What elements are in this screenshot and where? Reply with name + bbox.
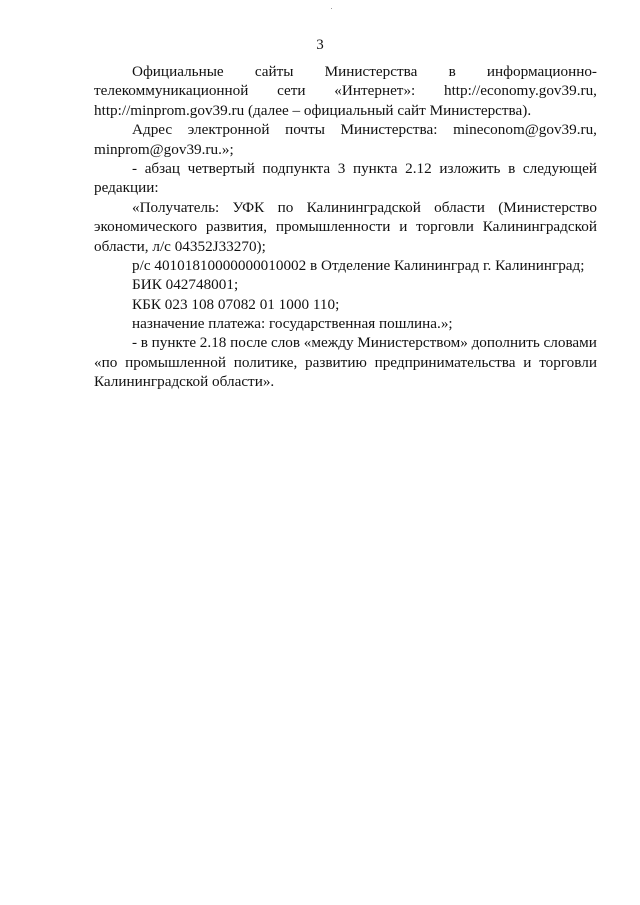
word: сайты	[254, 63, 294, 80]
paragraph	[94, 314, 597, 333]
page-number: 3	[316, 37, 324, 53]
word: изложить	[439, 159, 501, 177]
word: почты	[285, 121, 325, 139]
word: торговли	[416, 218, 474, 236]
word: Министерством»	[357, 334, 468, 352]
word: и	[523, 353, 532, 371]
text-line-last: Калининградской области».	[94, 373, 275, 391]
word: в	[508, 159, 516, 177]
text-line-last: БИК 042748001;	[132, 276, 239, 294]
text-line	[94, 333, 597, 352]
text-line	[94, 81, 597, 100]
text-line	[94, 62, 597, 81]
word: (Министерство	[498, 198, 597, 216]
text-line-last: р/с 40101810000000010002 в Отделение Калининград г. Калининград;	[132, 256, 585, 274]
word: «по	[94, 353, 118, 371]
word: Калининградской	[482, 218, 597, 236]
word: -	[132, 334, 138, 352]
word: Официальные	[132, 63, 224, 80]
word: экономического	[94, 218, 198, 236]
word: и	[399, 218, 408, 236]
text-line-last: назначение платежа: государственная пошлина.»;	[132, 315, 453, 333]
word: телекоммуникационной	[94, 82, 249, 100]
word: подпункта	[262, 159, 331, 177]
text-line-last: области, л/с 04352J33270);	[94, 237, 266, 255]
word: Адрес	[132, 121, 173, 139]
word: Министерства:	[340, 121, 438, 139]
text-line-last: КБК 023 108 07082 01 1000 110;	[132, 295, 340, 313]
scan-speck	[331, 8, 332, 9]
word: http://economy.gov39.ru,	[443, 82, 597, 100]
word: в	[140, 334, 148, 352]
word: политике,	[233, 353, 298, 371]
word: электронной	[187, 121, 270, 139]
paragraph	[94, 159, 597, 198]
word: предпринимательства	[374, 353, 516, 371]
word: информационно-	[486, 63, 597, 80]
word: Министерства	[324, 63, 418, 80]
word: дополнить	[471, 334, 540, 352]
paragraph	[94, 275, 597, 294]
word: mineconom@gov39.ru,	[453, 121, 597, 139]
word: промышленности	[275, 218, 391, 236]
word: области	[434, 198, 485, 216]
word: после	[230, 334, 268, 352]
word: 2.12	[405, 159, 432, 177]
paragraph	[94, 295, 597, 314]
text-line-last: minprom@gov39.ru.»;	[94, 140, 234, 158]
word: абзац	[144, 159, 181, 177]
word: пункта	[352, 159, 398, 177]
text-line	[94, 217, 597, 236]
word: развитию	[305, 353, 367, 371]
text-line	[94, 198, 597, 217]
word: УФК	[232, 198, 265, 216]
word: «Получатель:	[132, 198, 220, 216]
word: сети	[277, 82, 306, 100]
word: промышленной	[125, 353, 226, 371]
word: торговли	[539, 353, 597, 371]
word: «Интернет»:	[334, 82, 416, 100]
word: 2.18	[199, 334, 227, 352]
word: в	[448, 63, 456, 80]
document-body	[94, 62, 597, 392]
word: пункте	[151, 334, 197, 352]
text-line-last: редакции:	[94, 179, 159, 197]
paragraph	[94, 256, 597, 275]
word: четвертый	[187, 159, 255, 177]
word: развития,	[205, 218, 268, 236]
text-line	[94, 120, 597, 139]
word: словами	[543, 334, 597, 352]
text-line-last: http://minprom.gov39.ru (далее – официальный сайт Министерства).	[94, 101, 532, 119]
paragraph	[94, 198, 597, 256]
word: слов	[270, 334, 301, 352]
word: -	[132, 159, 138, 177]
text-line	[94, 159, 597, 178]
word: следующей	[522, 159, 597, 177]
paragraph	[94, 333, 597, 391]
paragraph	[94, 120, 597, 159]
paragraph	[94, 62, 597, 120]
word: 3	[337, 159, 346, 177]
word: «между	[303, 334, 354, 352]
word: по	[277, 198, 294, 216]
word: Калининградской	[306, 198, 421, 216]
text-line	[94, 353, 597, 372]
